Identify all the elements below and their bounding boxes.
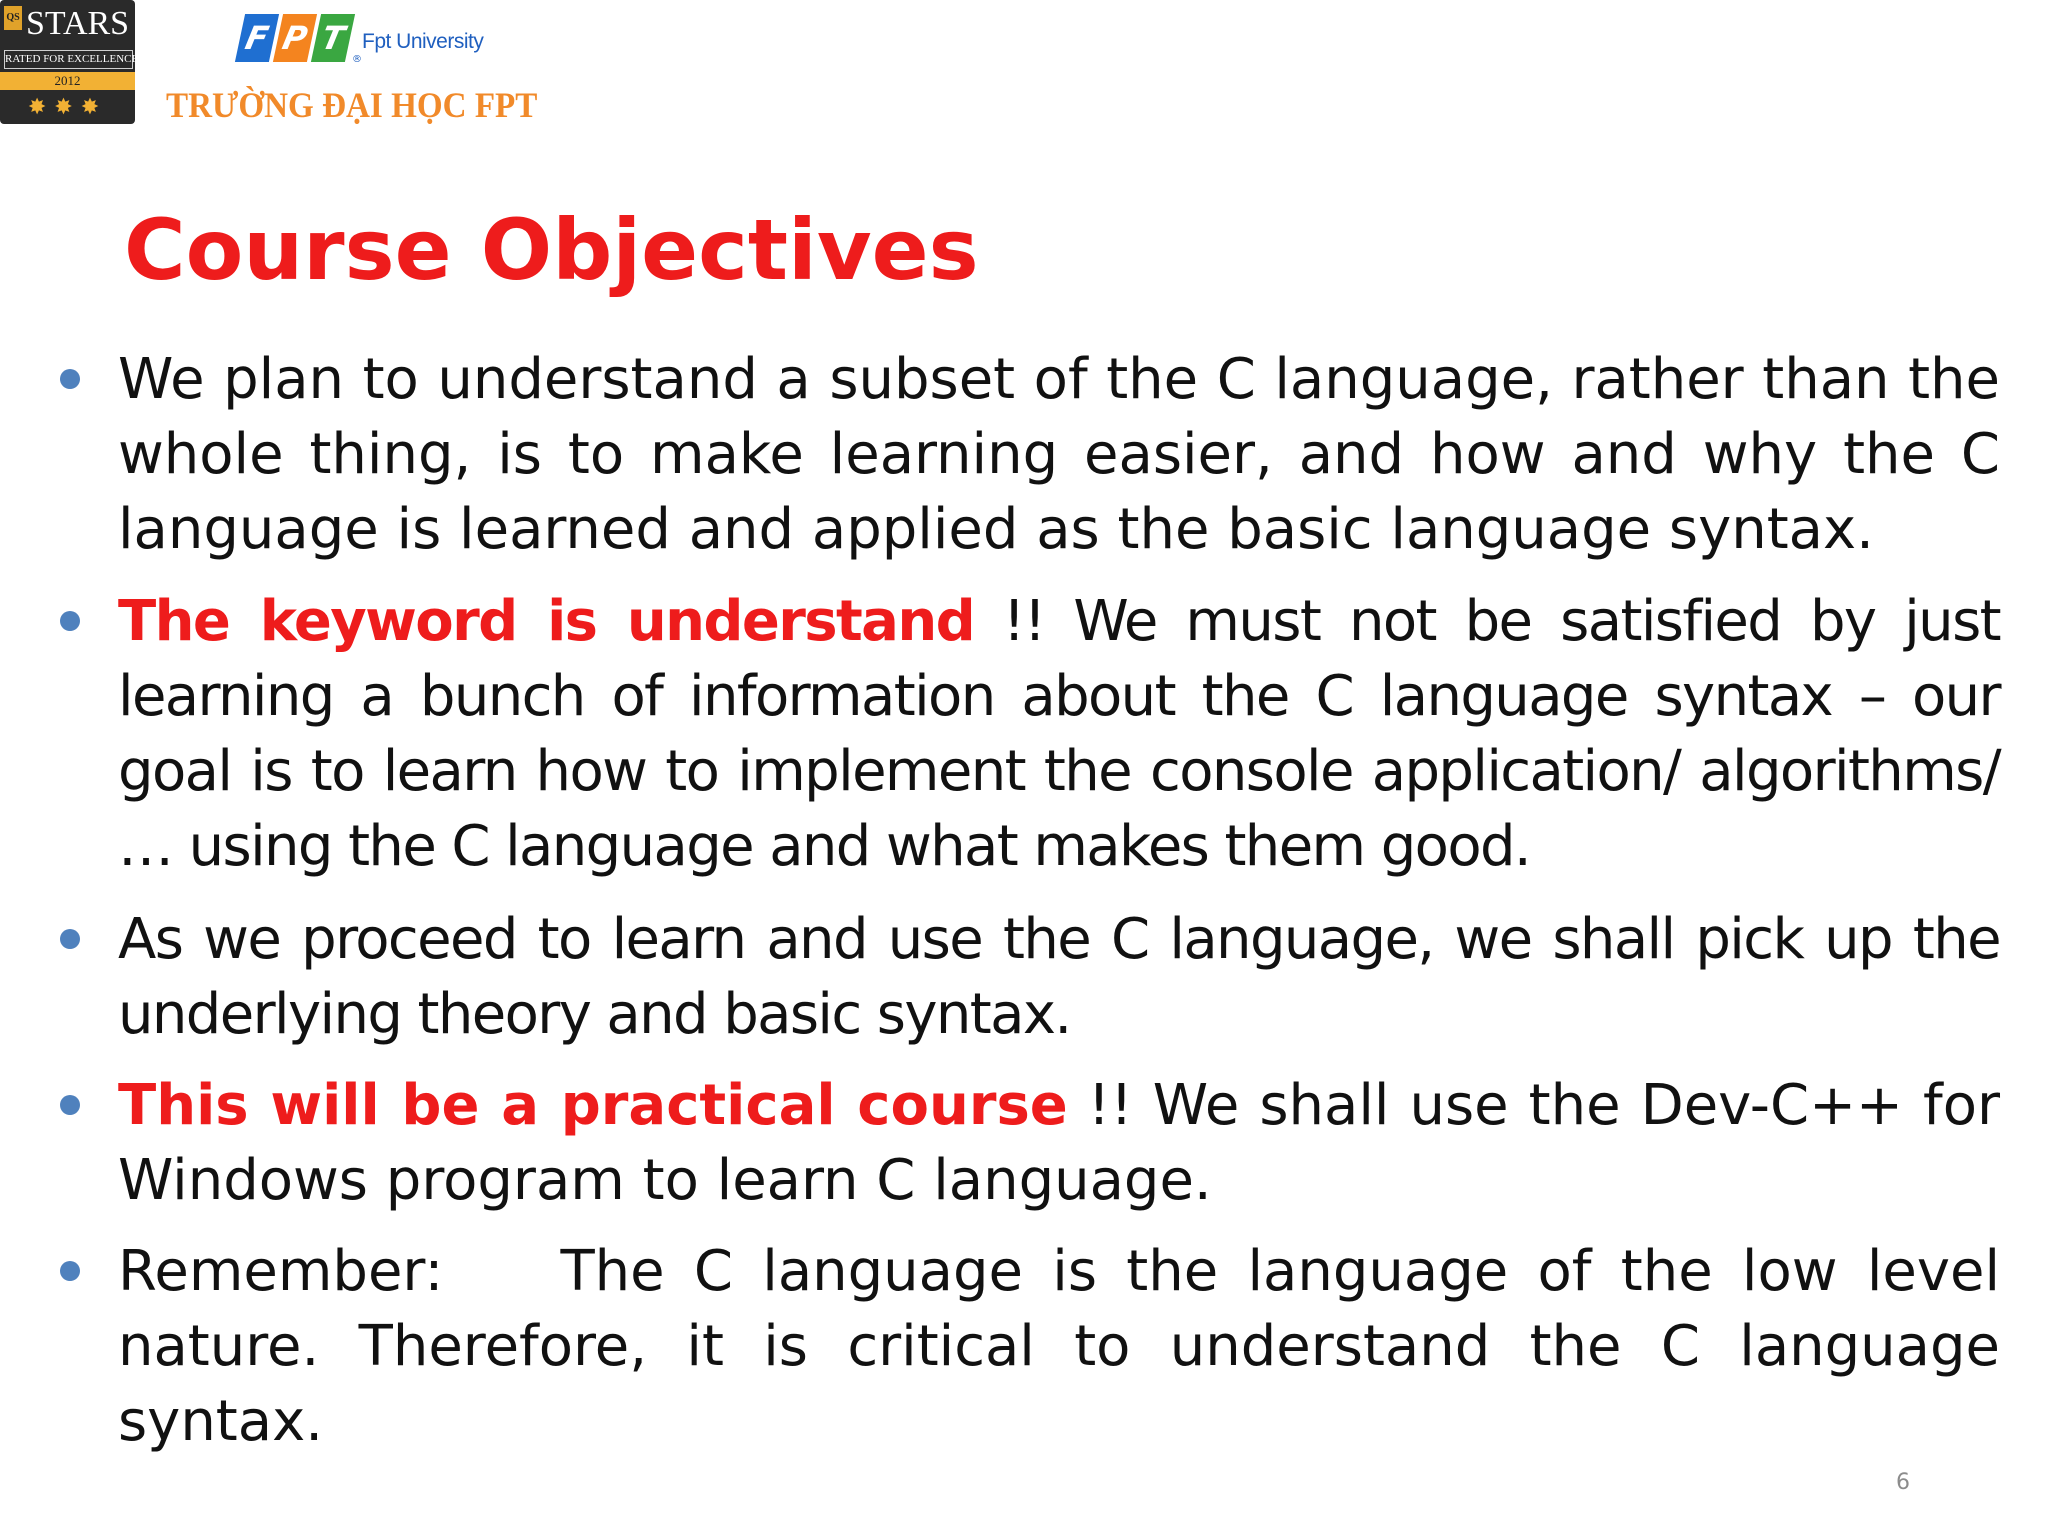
objective-emphasis: The keyword is understand xyxy=(118,589,975,654)
bullet-dot-icon xyxy=(60,369,80,389)
bullet-dot-icon xyxy=(60,929,80,949)
bullet-dot-icon xyxy=(60,1261,80,1281)
bullet-dot-icon xyxy=(60,1095,80,1115)
objective-text xyxy=(118,1068,2000,1218)
objective-body: !! We must not be satisfied by just learning a bunch of information about the C language syntax – our goal is to learn how to implement the console application/ algorithms/ … using the C language and what makes them good. xyxy=(118,589,2000,879)
objective-text xyxy=(118,342,2000,567)
objective-text xyxy=(118,584,2000,884)
school-name: TRƯỜNG ĐẠI HỌC FPT xyxy=(166,85,538,125)
objective-body: As we proceed to learn and use the C language, we shall pick up the underlying theory and basic syntax. xyxy=(118,907,2000,1047)
qs-star-icons: ✸✸✸ xyxy=(27,94,108,119)
qs-rated-label: RATED FOR EXCELLENCE xyxy=(4,50,133,69)
objective-body: !! We shall use the Dev-C++ for Windows program to learn C language. xyxy=(118,1073,2000,1213)
qs-stars-word: STARS xyxy=(26,5,130,42)
objective-text xyxy=(118,1234,2018,1459)
slide-title: Course Objectives xyxy=(124,201,979,299)
registered-mark: ® xyxy=(352,54,362,65)
objective-body: We plan to understand a subset of the C language, rather than the whole thing, is to make learning easier, and how and why the C language is learned and applied as the basic language syntax. xyxy=(118,347,2000,562)
page-number: 6 xyxy=(1896,1470,1910,1495)
fpt-logo-letter-t: T xyxy=(311,14,355,62)
objective-text xyxy=(118,902,2000,1052)
qs-mark: QS xyxy=(4,6,22,30)
objective-emphasis: This will be a practical course xyxy=(118,1073,1068,1138)
qs-year: 2012 xyxy=(0,72,135,90)
fpt-logo-letter-p: P xyxy=(273,14,317,62)
fpt-logo-letter-f: F xyxy=(235,14,279,62)
bullet-dot-icon xyxy=(60,611,80,631)
fpt-university-label: Fpt University xyxy=(362,30,484,53)
objective-body: Remember: The C language is the language of the low level nature. Therefore, it is critical to understand the C language syntax. xyxy=(118,1239,2018,1454)
